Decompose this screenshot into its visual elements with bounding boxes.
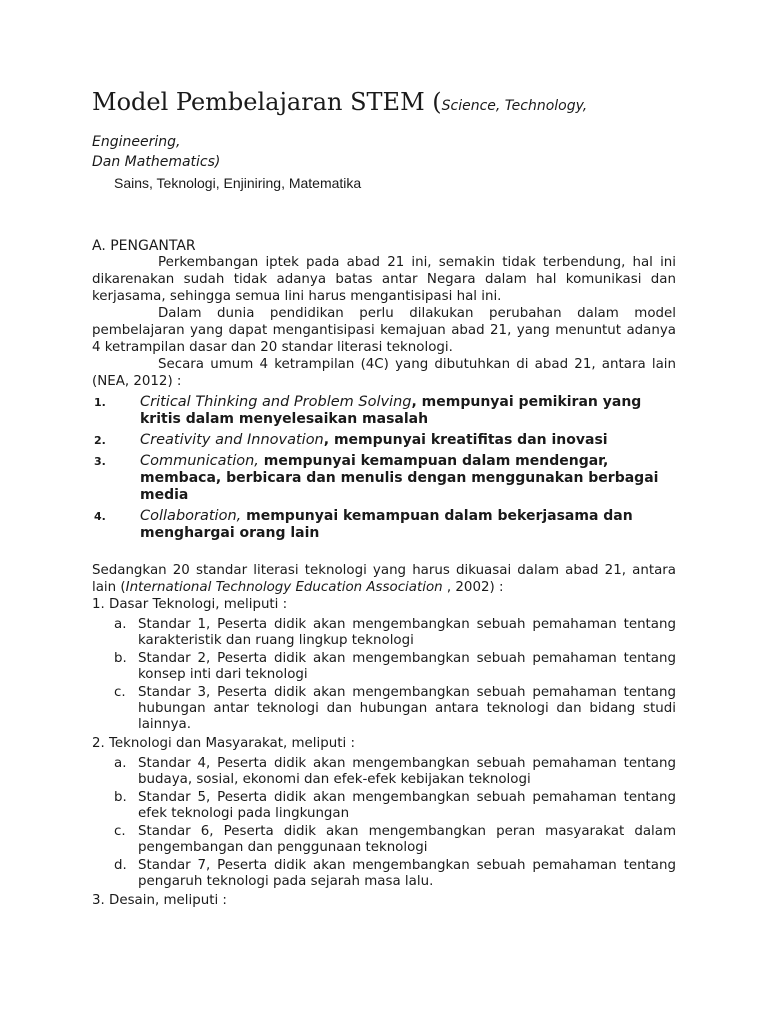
skill-desc: , mempunyai kreatifitas dan inovasi — [323, 432, 608, 448]
standards-group-title: 1. Dasar Teknologi, meliputi : — [92, 597, 288, 612]
standards-intro: Sedangkan 20 standar literasi teknologi yang harus dikuasai dalam abad 21, antara lain (International Technology Education Association , 2002) : — [92, 563, 676, 595]
document-content — [92, 86, 676, 909]
standard-text: Standar 6, Peserta didik akan mengembangkan peran masyarakat dalam pengembangan dan penggunaan teknologi — [138, 824, 676, 855]
skill-term: Collaboration, — [140, 508, 242, 524]
standard-letter: a. — [114, 617, 127, 632]
paragraph-2: Dalam dunia pendidikan perlu dilakukan perubahan dalam model pembelajaran yang dapat mengantisipasi kemajuan abad 21, yang menuntut adanya 4 ketrampilan dasar dan 20 standar literasi teknologi. — [92, 306, 676, 355]
paragraph-1: Perkembangan iptek pada abad 21 ini, semakin tidak terbendung, hal ini dikarenakan sudah tidak adanya batas antar Negara dalam hal komunikasi dan kerjasama, sehingga semua lini harus mengantisipasi hal ini. — [92, 255, 676, 304]
standard-item — [92, 790, 676, 822]
skill-number: 2. — [94, 434, 106, 447]
standard-item — [92, 651, 676, 683]
standard-item — [92, 858, 676, 890]
standard-letter: c. — [114, 824, 126, 839]
skill-item — [92, 432, 676, 449]
title-sub-a: Science, Technology, Engineering, — [92, 98, 588, 150]
standard-item — [92, 756, 676, 788]
standard-letter: c. — [114, 685, 126, 700]
standard-letter: d. — [114, 858, 127, 873]
standard-item — [92, 617, 676, 649]
standard-text: Standar 4, Peserta didik akan mengembangkan sebuah pemahaman tentang budaya, sosial, ekonomi dan efek-efek kebijakan teknologi — [138, 756, 676, 787]
source-name: International Technology Education Association — [125, 580, 443, 595]
standard-text: Standar 7, Peserta didik akan mengembangkan sebuah pemahaman tentang pengaruh teknologi pada sejarah masa lalu. — [138, 858, 676, 889]
skill-item — [92, 394, 676, 428]
standard-letter: a. — [114, 756, 127, 771]
skill-item — [92, 453, 676, 504]
skill-item — [92, 508, 676, 542]
title-sub-b: Dan Mathematics) — [92, 154, 221, 170]
skill-number: 3. — [94, 455, 106, 468]
standard-text: Standar 2, Peserta didik akan mengembangkan sebuah pemahaman tentang konsep inti dari teknologi — [138, 651, 676, 682]
skill-term: Communication, — [140, 453, 259, 469]
standard-item — [92, 685, 676, 733]
skill-number: 4. — [94, 510, 106, 523]
skill-desc: mempunyai kemampuan dalam bekerjasama dan menghargai orang lain — [140, 508, 633, 541]
skill-term: Critical Thinking and Problem Solving — [140, 394, 412, 410]
skill-desc: mempunyai kemampuan dalam mendengar, membaca, berbicara dan menulis dengan menggunakan berbagai media — [140, 453, 659, 503]
standards-group-title: 2. Teknologi dan Masyarakat, meliputi : — [92, 736, 355, 751]
document-title — [92, 86, 676, 158]
document-subtitle: Sains, Teknologi, Enjiniring, Matematika — [114, 175, 362, 191]
skill-term: Creativity and Innovation — [140, 432, 324, 448]
standard-letter: b. — [114, 790, 127, 805]
standards-list — [92, 756, 676, 890]
standard-text: Standar 3, Peserta didik akan mengembangkan sebuah pemahaman tentang hubungan antar teknologi dan hubungan antara teknologi dan bidang studi lainnya. — [138, 685, 676, 732]
standard-letter: b. — [114, 651, 127, 666]
section-heading: A. PENGANTAR — [92, 238, 196, 254]
standards-list — [92, 617, 676, 733]
skills-list — [92, 394, 676, 542]
standard-item — [92, 824, 676, 856]
paragraph-3: Secara umum 4 ketrampilan (4C) yang dibutuhkan di abad 21, antara lain (NEA, 2012) : — [92, 357, 676, 389]
skill-desc: , mempunyai pemikiran yang kritis dalam menyelesaikan masalah — [140, 394, 642, 427]
title-main: Model Pembelajaran STEM ( — [92, 88, 442, 116]
standard-text: Standar 1, Peserta didik akan mengembangkan sebuah pemahaman tentang karakteristik dan ruang lingkup teknologi — [138, 617, 676, 648]
skill-number: 1. — [94, 396, 106, 409]
standards-group-title: 3. Desain, meliputi : — [92, 893, 227, 908]
standard-text: Standar 5, Peserta didik akan mengembangkan sebuah pemahaman tentang efek teknologi pada lingkungan — [138, 790, 676, 821]
